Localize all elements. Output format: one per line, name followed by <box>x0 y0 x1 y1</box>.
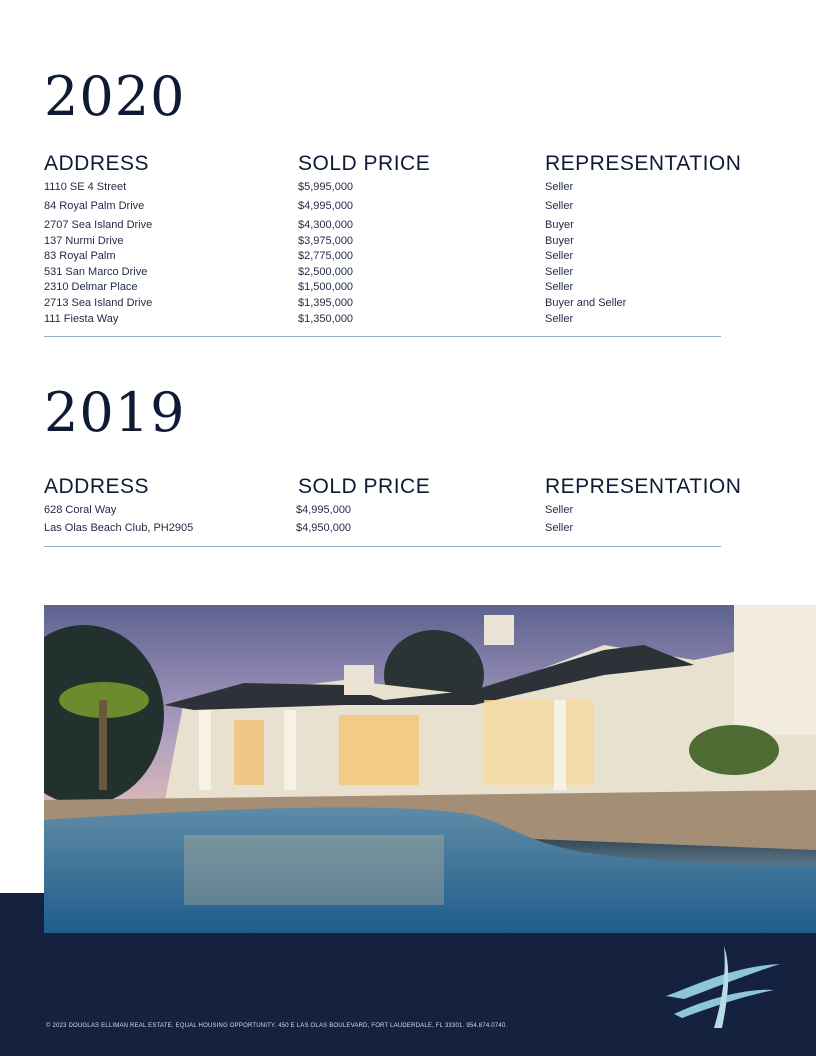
table-cell-sold-price: $1,500,000 <box>298 281 354 293</box>
house-pool-photo <box>44 605 816 933</box>
table-cell-representation: Seller <box>545 200 574 212</box>
table-cell-representation: Seller <box>545 313 574 325</box>
table-cell-address: Las Olas Beach Club, PH2905 <box>44 522 194 534</box>
table-cell-address: 531 San Marco Drive <box>44 266 148 278</box>
year-heading-2019: 2019 <box>44 381 186 444</box>
table-cell-sold-price: $1,395,000 <box>298 297 354 309</box>
table-cell-address: 628 Coral Way <box>44 504 117 516</box>
table-cell-representation: Seller <box>545 266 574 278</box>
section-divider <box>44 546 721 547</box>
table-cell-address: 83 Royal Palm <box>44 250 116 262</box>
table-cell-address: 2310 Delmar Place <box>44 281 138 293</box>
table-cell-sold-price: $4,995,000 <box>298 200 354 212</box>
table-cell-address: 2713 Sea Island Drive <box>44 297 153 309</box>
table-cell-address: 137 Nurmi Drive <box>44 235 124 247</box>
section-divider <box>44 336 721 337</box>
table-cell-sold-price: $4,995,000 <box>296 504 352 516</box>
table-cell-representation: Seller <box>545 181 574 193</box>
table-cell-sold-price: $4,300,000 <box>298 219 354 231</box>
table-cell-representation: Buyer <box>545 219 574 231</box>
year-heading-2020: 2020 <box>44 65 186 128</box>
table-cell-sold-price: $4,950,000 <box>296 522 352 534</box>
table-cell-sold-price: $3,975,000 <box>298 235 354 247</box>
column-header-address: ADDRESS <box>44 152 150 175</box>
brand-logo-icon <box>664 944 782 1030</box>
table-cell-address: 2707 Sea Island Drive <box>44 219 153 231</box>
table-cell-sold-price: $1,350,000 <box>298 313 354 325</box>
footer-legal-text: © 2023 DOUGLAS ELLIMAN REAL ESTATE. EQUAL HOUSING OPPORTUNITY. 450 E LAS OLAS BOULEVARD, FORT LAUDERDALE, FL 33301. 954.874.0740. <box>46 1023 508 1029</box>
table-cell-representation: Seller <box>545 250 574 262</box>
column-header-representation: REPRESENTATION <box>545 475 742 498</box>
house-illustration <box>44 605 816 933</box>
column-header-representation: REPRESENTATION <box>545 152 742 175</box>
table-cell-representation: Buyer and Seller <box>545 297 627 309</box>
column-header-sold-price: SOLD PRICE <box>298 152 431 175</box>
column-header-sold-price: SOLD PRICE <box>298 475 431 498</box>
table-cell-sold-price: $5,995,000 <box>298 181 354 193</box>
column-header-address: ADDRESS <box>44 475 150 498</box>
table-cell-representation: Seller <box>545 281 574 293</box>
table-cell-representation: Seller <box>545 504 574 516</box>
table-cell-representation: Seller <box>545 522 574 534</box>
table-cell-address: 84 Royal Palm Drive <box>44 200 145 212</box>
table-cell-sold-price: $2,775,000 <box>298 250 354 262</box>
table-cell-representation: Buyer <box>545 235 574 247</box>
table-cell-sold-price: $2,500,000 <box>298 266 354 278</box>
table-cell-address: 111 Fiesta Way <box>44 313 119 325</box>
table-cell-address: 1110 SE 4 Street <box>44 181 127 193</box>
